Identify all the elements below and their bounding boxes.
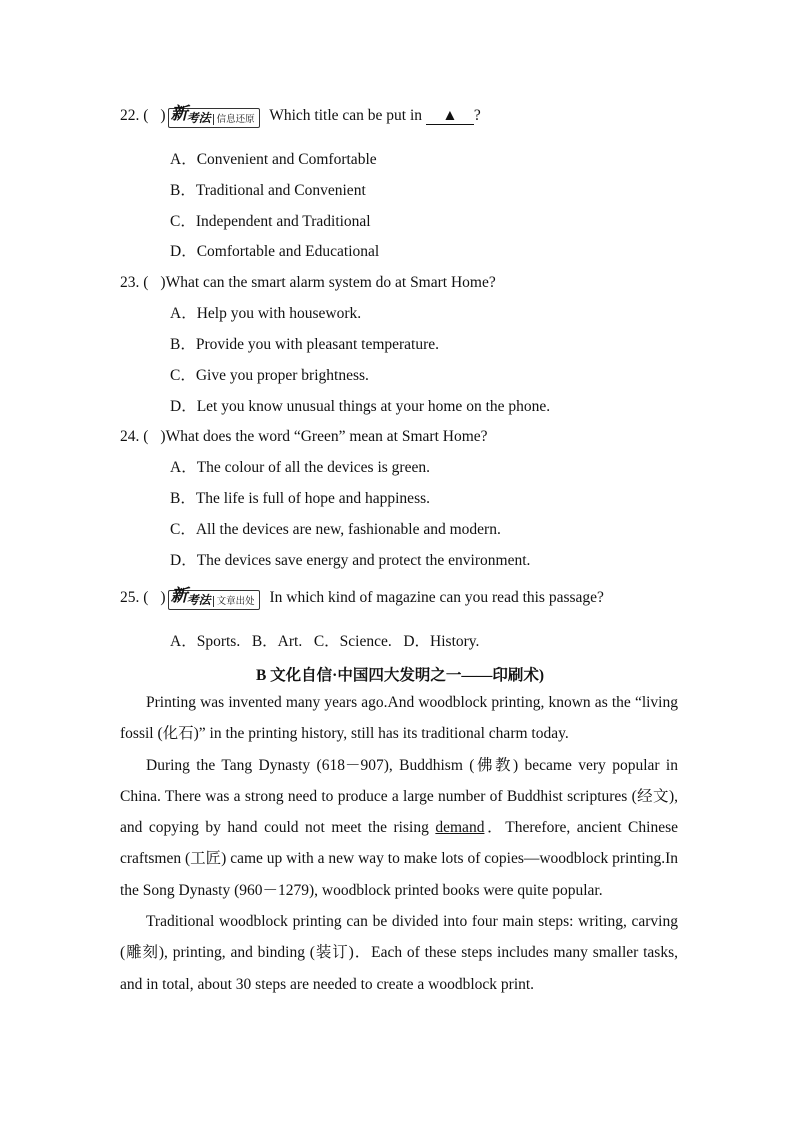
passage-paragraph-3: Traditional woodblock printing can be divided into four main steps: writing, carving (雕刻), printing, and binding (装订)．Each of these steps includes many smaller tasks, and in total, about 30 steps are needed to create a woodblock print. [120,913,678,993]
option: C．All the devices are new, fashionable and modern. [170,521,501,538]
option: B．The life is full of hope and happiness. [170,490,431,507]
question-number: 24. ( [120,428,149,445]
question-number: 22. ( [120,107,149,124]
option: A．Help you with housework. [170,305,362,322]
option: B．Provide you with pleasant temperature. [170,336,440,353]
underlined-word: demand [435,819,485,837]
triangle-icon: ▲ [442,107,458,124]
question-end: ? [473,107,481,124]
option: A．The colour of all the devices is green. [170,459,430,476]
question-25 [120,588,604,610]
option: C．Independent and Traditional [170,213,371,230]
question-text: What can the smart alarm system do at Smart Home? [165,274,496,291]
option: D．Comfortable and Educational [170,243,380,260]
question-22 [120,106,481,128]
question-23 [120,273,496,293]
option: A．Convenient and Comfortable [170,151,377,168]
answer-paren-close: ) [160,589,166,606]
passage-paragraph-2: During the Tang Dynasty (618－907), Buddhism (佛教) became very popular in China. There was a strong need to produce a large number of Buddhist scriptures (经文), and copying by hand could not meet the rising demand．Therefore, ancient Chinese craftsmen (工匠) came up with a new way to make lots of copies—woodblock printing.In the Song Dynasty (960－1279), woodblock printed books were quite popular. [120,756,678,899]
options-inline: A．Sports. B．Art. C．Science. D．History. [170,633,480,650]
question-24 [120,427,488,447]
option: B．Traditional and Convenient [170,182,366,199]
question-text: In which kind of magazine can you read this passage? [269,589,604,606]
section-heading: B 文化自信·中国四大发明之一——印刷术) [255,667,545,684]
question-number: 23. ( [120,274,149,291]
new-exam-method-badge: 新考法 信息还原 [168,108,260,128]
new-exam-method-badge: 新考法 文章出处 [168,590,260,610]
question-text: What does the word “Green” mean at Smart Home? [165,428,488,445]
answer-paren-close: ) [160,274,166,291]
answer-paren-close: ) [160,428,166,445]
option: C．Give you proper brightness. [170,367,369,384]
answer-paren-close: ) [160,107,166,124]
question-text: Which title can be put in [269,107,423,124]
question-number: 25. ( [120,589,149,606]
passage [120,687,678,1000]
answer-blank [426,108,474,125]
passage-paragraph-1: Printing was invented many years ago.And woodblock printing, known as the “living fossil (化石)” in the printing history, still has its traditional charm today. [120,694,678,743]
option: D．The devices save energy and protect the environment. [170,552,531,569]
option: D．Let you know unusual things at your home on the phone. [170,398,551,415]
